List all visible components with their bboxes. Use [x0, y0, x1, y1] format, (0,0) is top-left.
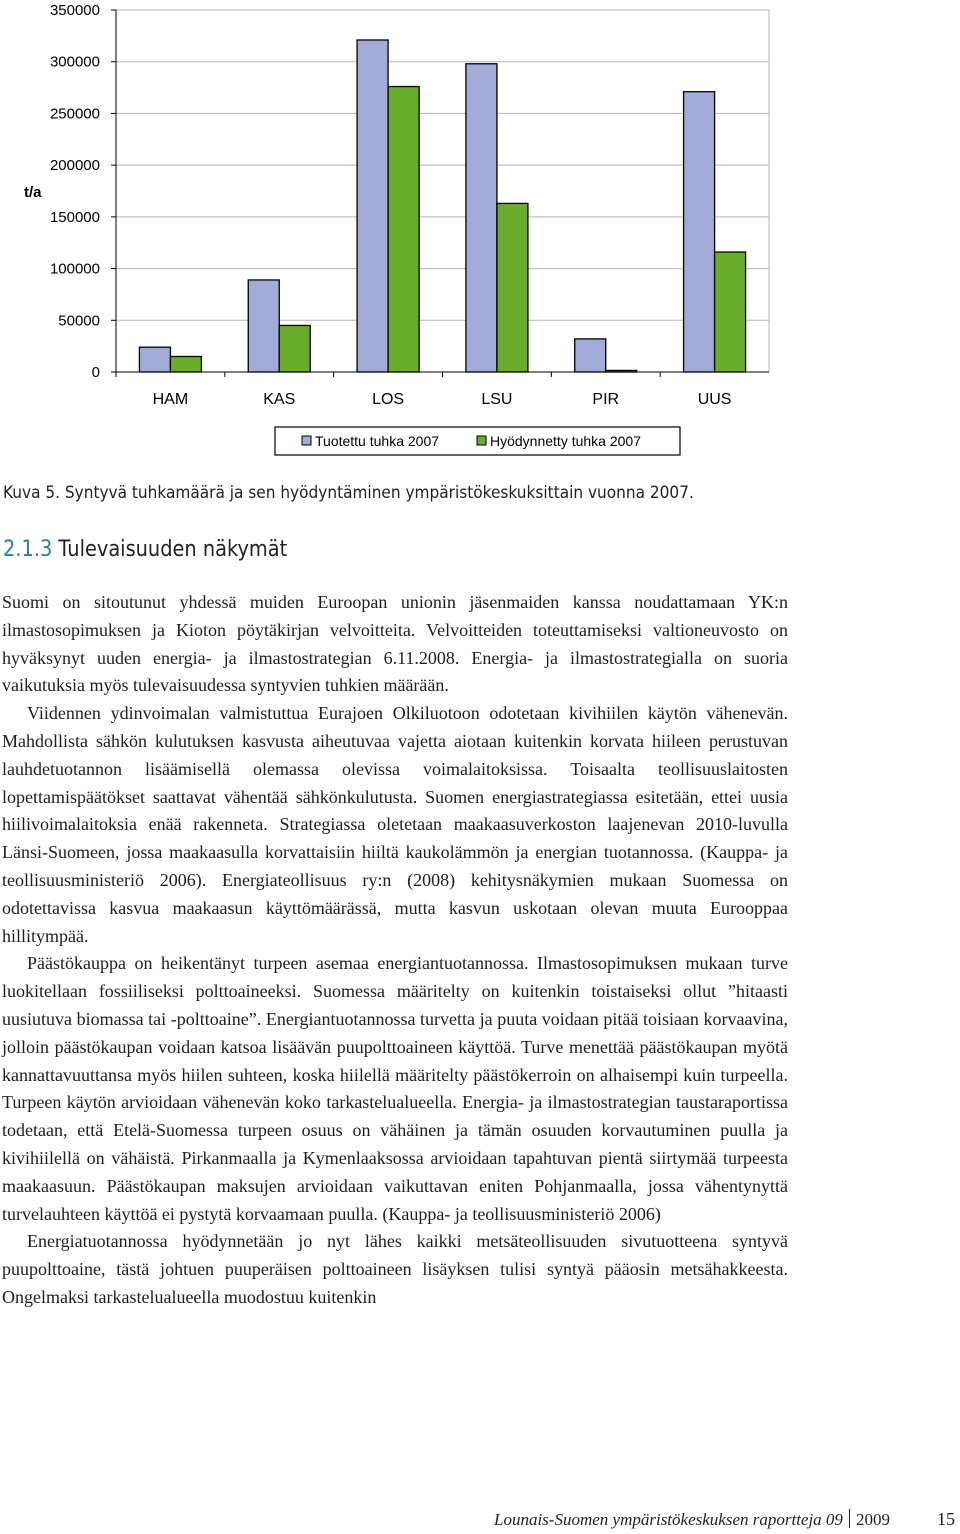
bar-chart: [0, 0, 960, 470]
bar-kas-series-2: [279, 325, 310, 372]
plot-area: [116, 10, 769, 372]
y-tick-label: 300000: [49, 53, 100, 71]
y-tick-label: 250000: [49, 105, 100, 123]
section-heading: [3, 537, 287, 562]
gridlines: [111, 10, 769, 377]
footer-divider: [849, 1509, 850, 1528]
paragraph: Päästökauppa on heikentänyt turpeen asemaa energiantuotannossa. Ilmastosopimuksen mukaan turve luokitellaan fossiiliseksi polttoaineeksi. Suomessa määritelty on kuitenkin toistaiseksi ollut ”hitaasti uusiutuva biomassa tai -polttoaine”. Energiantuotannossa turvetta ja puuta voidaan pitää toisiaan korvaavina, jolloin päästökaupan voidaan katsoa lisäävän puupolttoaineen käyttöä. Turve menettää päästökaupan myötä kannattavuuttansa myös hiilen suhteen, koska hiilellä määritelty päästökerroin on alhaisempi kuin turpeella. Turpeen käytön arvioidaan vähenevän koko tarkastelualueella. Energia- ja ilmastostrategian taustaraportissa todetaan, että Etelä-Suomessa turpeen osuus on vähäinen ja tämän osuuden korvautuminen puulla ja kivihiilellä on vähäistä. Pirkanmaalla ja Kymenlaaksossa arvioidaan tapahtuvan pientä siirtymää turpeesta maakaasuun. Päästökaupan maksujen arvioidaan vaikuttavan eniten Pohjanmaalla, jossa vähentynyttä turvelauhteen käyttöä ei pystytä korvaamaan puulla. (Kauppa- ja teollisuusministeriö 2006): [2, 953, 788, 1224]
y-tick-label: 50000: [58, 312, 100, 330]
paragraph: Suomi on sitoutunut yhdessä muiden Euroopan unionin jäsenmaiden kanssa noudattamaan YK:n ilmastosopimuksen ja Kioton pöytäkirjan velvoitteita. Velvoitteiden toteuttamiseksi valtioneuvosto on hyväksynyt uuden energia- ja ilmastostrategian 6.11.2008. Energia- ja ilmastostrategialla on suoria vaikutuksia myös tulevaisuudessa syntyvien tuhkien määrään.: [2, 592, 788, 696]
bar-lsu-series-1: [466, 64, 497, 372]
y-tick-label: 100000: [49, 260, 100, 278]
bar-pir-series-1: [575, 339, 606, 372]
figure-caption: Kuva 5. Syntyvä tuhkamäärä ja sen hyödyntäminen ympäristökeskuksittain vuonna 2007.: [3, 483, 694, 502]
paragraph: Energiatuotannossa hyödynnetään jo nyt lähes kaikki metsäteollisuuden sivutuotteena syntyvä puupolttoaine, tästä johtuen puuperäisen polttoaineen lisäyksen tulisi syntyä pääosin metsähakkeesta. Ongelmaksi tarkastelualueella muodostuu kuitenkin: [2, 1231, 788, 1307]
legend-swatch: [477, 436, 486, 445]
category-label: LOS: [372, 391, 405, 408]
legend-label: Tuotettu tuhka 2007: [315, 433, 440, 449]
category-label: KAS: [263, 391, 296, 408]
bar-ham-series-2: [170, 356, 201, 372]
report-series: Lounais-Suomen ympäristökeskuksen raportteja 09: [494, 1510, 843, 1529]
bar-uus-series-1: [684, 92, 715, 372]
page-number: 15: [937, 1509, 955, 1529]
bar-kas-series-1: [248, 280, 279, 372]
legend-swatch: [302, 436, 311, 445]
bar-los-series-2: [388, 87, 419, 372]
bars: [139, 40, 745, 372]
page-footer: [494, 1509, 890, 1530]
y-tick-label: 200000: [49, 157, 100, 175]
legend: [275, 427, 680, 455]
section-title: Tulevaisuuden näkymät: [52, 537, 288, 562]
legend-label: Hyödynnetty tuhka 2007: [490, 433, 641, 449]
body-text: [2, 589, 788, 1312]
paragraph: Viidennen ydinvoimalan valmistuttua Eurajoen Olkiluotoon odotetaan kivihiilen käytön vähenevän. Mahdollista sähkön kulutuksen kasvusta aiheutuvaa vajetta aiotaan kuitenkin korvata hiileen perustuvan lauhdetuotannon lisäämisellä olemassa olevissa voimalaitoksissa. Toisaalta teollisuuslaitosten lopettamispäätökset saattavat vähentää sähkönkulutusta. Suomen energiastrategiassa esitetään, ettei uusia hiilivoimalaitoksia enää rakenneta. Strategiassa oletetaan maakaasuverkoston laajenevan 2010-luvulla Länsi-Suomeen, jossa maakaasulla korvattaisiin hiiltä kaukolämmön ja energian tuotannossa. (Kauppa- ja teollisuusministeriö 2006). Energiateollisuus ry:n (2008) kehitysnäkymien mukaan Suomessa on odotettavissa kasvua maakaasun käyttömäärässä, mutta kasvun uskotaan olevan muuta Eurooppaa hillitympää.: [2, 703, 788, 946]
bar-los-series-1: [357, 40, 388, 372]
category-label: UUS: [697, 391, 732, 408]
y-axis-label: t/a: [24, 184, 42, 201]
category-labels: [153, 391, 732, 408]
bar-pir-series-2: [606, 370, 637, 372]
y-tick-label: 0: [91, 364, 100, 381]
bar-lsu-series-2: [497, 203, 528, 372]
category-label: LSU: [481, 391, 513, 408]
section-number: 2.1.3: [3, 537, 53, 562]
bar-uus-series-2: [715, 252, 746, 372]
y-tick-label: 150000: [49, 208, 100, 226]
y-tick-label: 350000: [49, 2, 100, 19]
bar-ham-series-1: [139, 347, 170, 372]
report-year: 2009: [855, 1510, 890, 1529]
category-label: HAM: [152, 391, 189, 408]
category-label: PIR: [592, 391, 620, 408]
y-tick-labels: [50, 2, 100, 381]
